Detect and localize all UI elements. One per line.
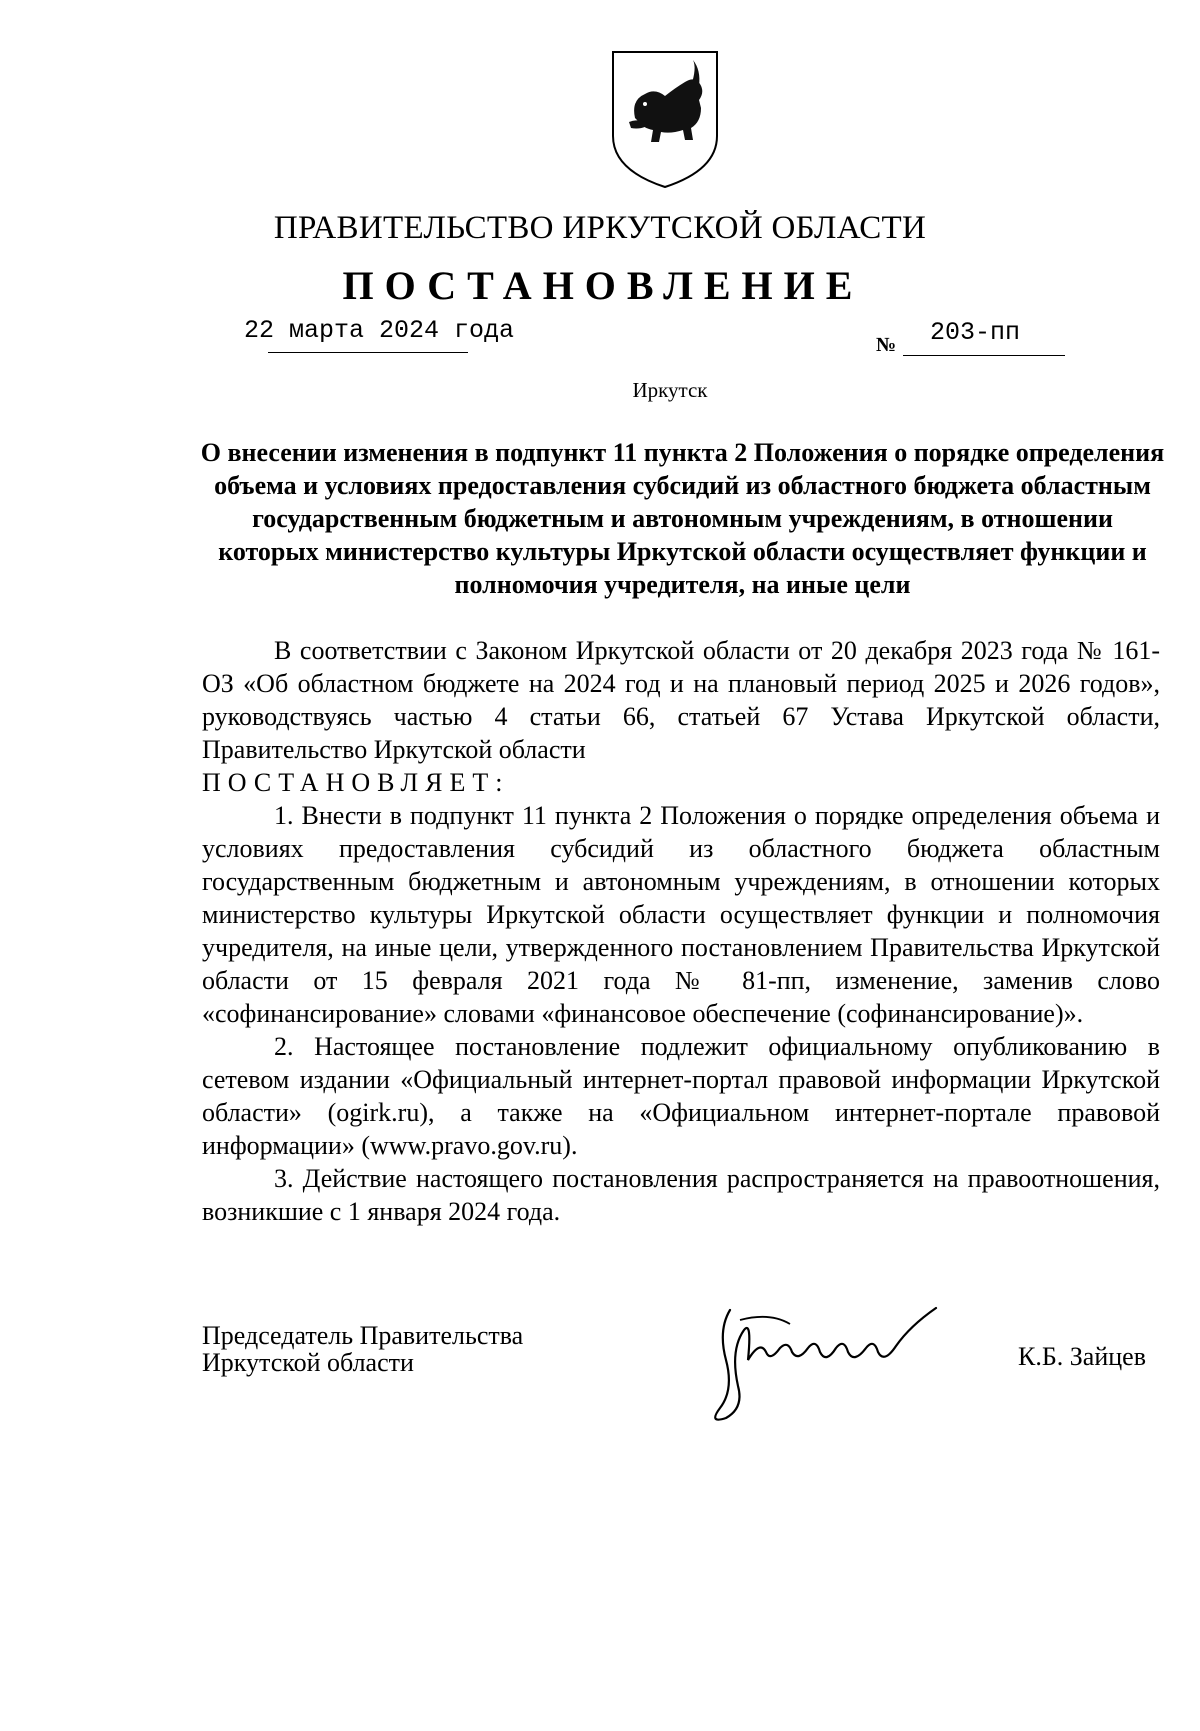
decree-word: ПОСТАНОВЛЯЕТ: (202, 768, 510, 797)
irkutsk-coat-of-arms-icon (605, 48, 725, 191)
document-title: О внесении изменения в подпункт 11 пункта 2 Положения о порядке определения объема и условиях предоставления субсидий из областного бюджета областным государственным бюджетным и автономным учреждениям, в отношении которых министерство культуры Иркутской области осуществляет функции и полномочия учредителя, на иные цели (200, 438, 1165, 599)
organization-name: ПРАВИТЕЛЬСТВО ИРКУТСКОЙ ОБЛАСТИ (273, 210, 927, 246)
item-1-paragraph: 1. Внести в подпункт 11 пункта 2 Положения о порядке определения объема и условиях предоставления субсидий из областного бюджета областным государственным бюджетным и автономным учреждениям, в отношении которых министерство культуры Иркутской области осуществляет функции и полномочия учредителя, на иные цели, утвержденного постановлением Правительства Иркутской области от 15 февраля 2021 года № 81-пп, изменение, заменив слово «софинансирование» словами «финансовое обеспечение (софинансирование)». (202, 801, 1160, 1028)
document-type: ПОСТАНОВЛЕНИЕ (342, 263, 864, 308)
city: Иркутск (632, 378, 708, 402)
item-3-paragraph: 3. Действие настоящего постановления распространяется на правоотношения, возникшие с 1 января 2024 года. (202, 1164, 1160, 1226)
signatory-position (202, 1322, 523, 1376)
number-sign: № (876, 334, 897, 356)
number-underline (903, 355, 1065, 356)
position-line-1: Председатель Правительства (202, 1321, 524, 1350)
document-date: 22 марта 2024 года (244, 316, 515, 345)
document-body (202, 634, 1160, 1228)
signatory-name: К.Б. Зайцев (1018, 1342, 1146, 1371)
date-underline (268, 352, 468, 353)
handwritten-signature-icon (700, 1290, 960, 1430)
document-number: 203-пп (930, 318, 1021, 347)
position-line-2: Иркутской области (202, 1348, 414, 1377)
item-2-paragraph: 2. Настоящее постановление подлежит официальному опубликованию в сетевом издании «Официальный интернет-портал правовой информации Иркутской области» (ogirk.ru), а также на «Официальном интернет-портале правовой информации» (www.pravo.gov.ru). (202, 1032, 1160, 1160)
preamble-paragraph: В соответствии с Законом Иркутской области от 20 декабря 2023 года № 161-ОЗ «Об областном бюджете на 2024 год и на плановый период 2025 и 2026 годов», руководствуясь частью 4 статьи 66, статьей 67 Устава Иркутской области, Правительство Иркутской области (202, 636, 1160, 764)
